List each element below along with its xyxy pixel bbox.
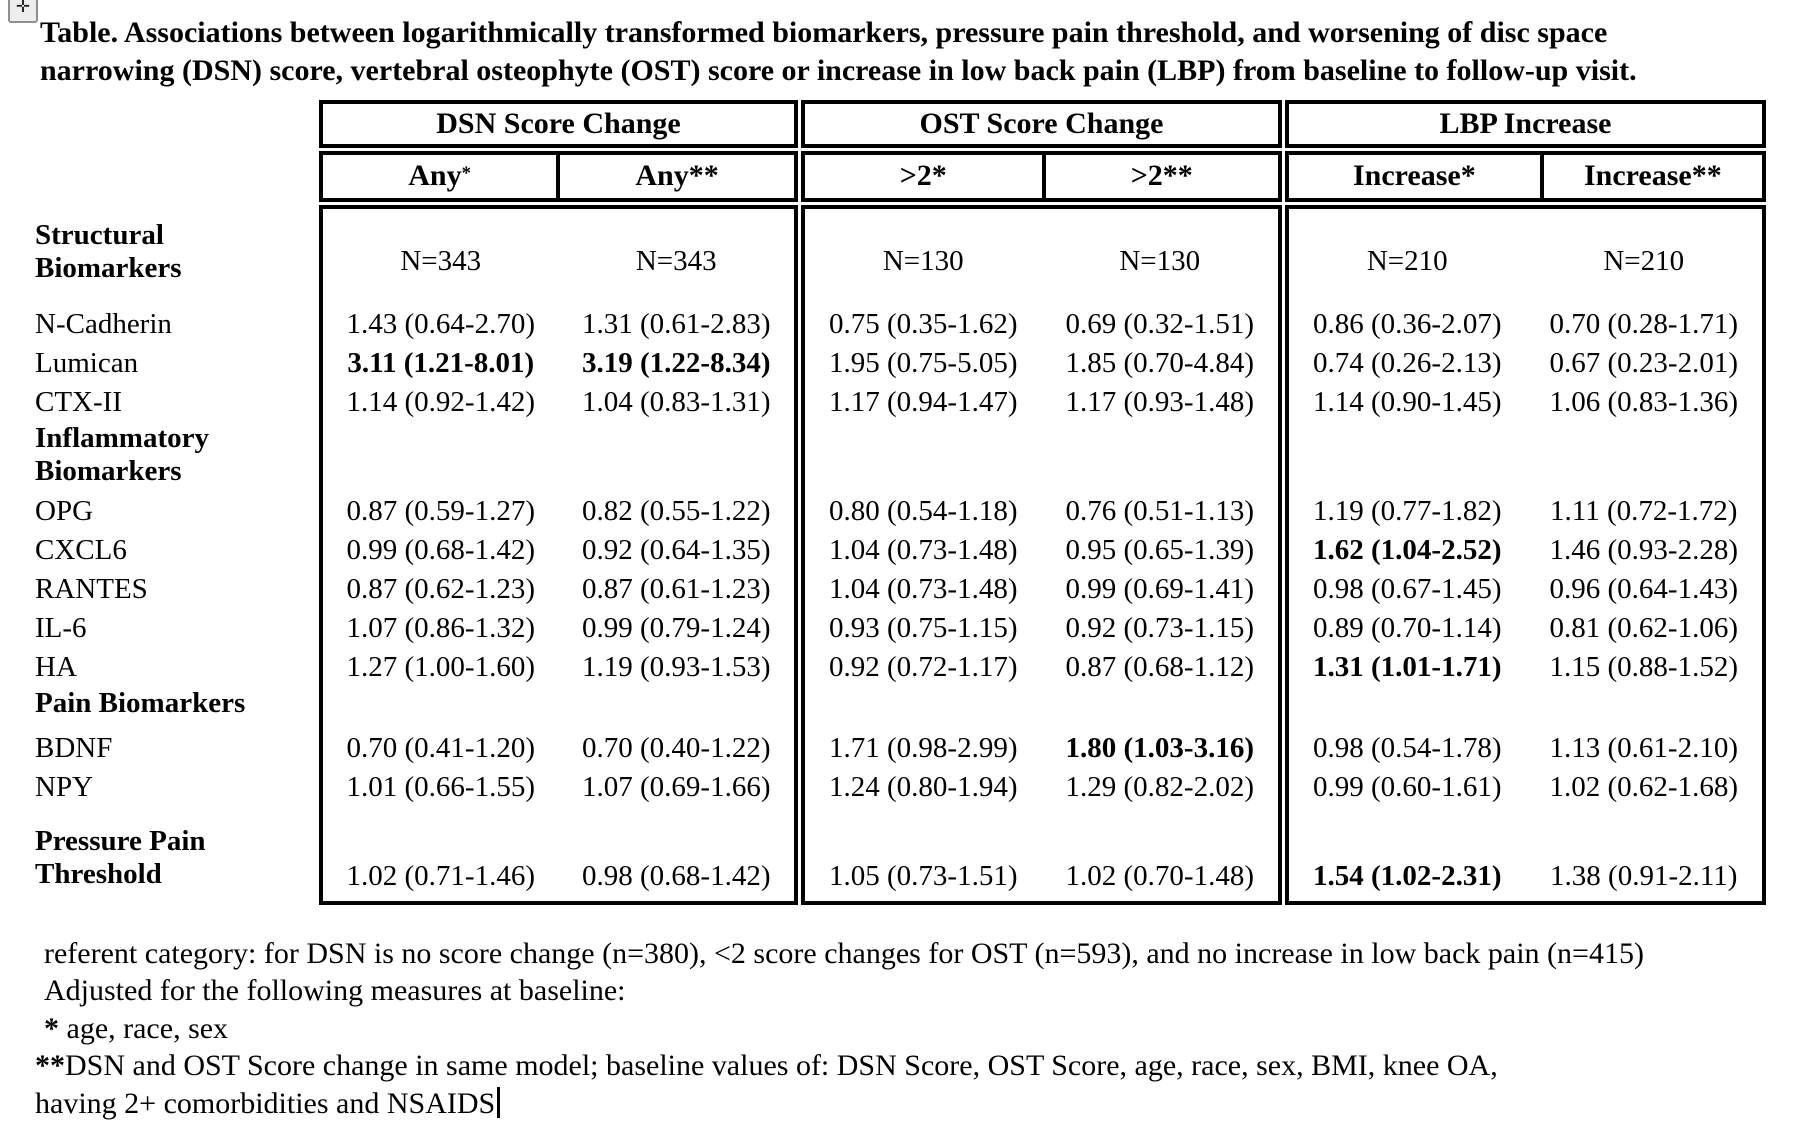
sub-header-row	[319, 151, 1794, 202]
table-caption	[40, 14, 1794, 90]
table-cell: 0.86 (0.36-2.07)	[1313, 307, 1502, 340]
table-cell: 1.80 (1.03-3.16)	[1065, 731, 1254, 764]
row-label: RANTES	[35, 572, 148, 605]
row-label: CXCL6	[35, 533, 127, 566]
table-cell: 1.43 (0.64-2.70)	[346, 307, 535, 340]
table-row	[323, 807, 794, 893]
table-cell: 0.98 (0.54-1.78)	[1313, 731, 1502, 764]
table-cell: 1.17 (0.94-1.47)	[829, 385, 1018, 418]
table-body	[35, 205, 1794, 905]
table-cell: 1.13 (0.61-2.10)	[1549, 731, 1738, 764]
table-row	[1289, 687, 1762, 729]
sub-header-group-lbp	[1285, 151, 1766, 202]
table-row	[1289, 383, 1762, 422]
table-cell: 1.71 (0.98-2.99)	[829, 731, 1018, 764]
four-way-arrow-icon: ✛	[15, 0, 31, 16]
table-cell: 0.80 (0.54-1.18)	[829, 494, 1018, 527]
table-move-handle-icon[interactable]	[8, 0, 38, 23]
table-cell: 0.87 (0.68-1.12)	[1065, 650, 1254, 683]
table-cell: 1.17 (0.93-1.48)	[1065, 385, 1254, 418]
table-cell: 1.19 (0.77-1.82)	[1313, 494, 1502, 527]
table-cell: 0.99 (0.69-1.41)	[1065, 572, 1254, 605]
table-row	[323, 729, 794, 768]
column-header-any-2	[556, 155, 794, 198]
table-row	[805, 344, 1278, 383]
row-label: Pressure Pain Threshold	[35, 824, 206, 890]
table-row	[323, 687, 794, 729]
table-row	[805, 383, 1278, 422]
row-label: Lumican	[35, 346, 139, 379]
column-header-text: >2*	[899, 159, 947, 193]
sub-header-group-ost	[801, 151, 1282, 202]
row-label: Inflammatory Biomarkers	[35, 421, 209, 487]
table-cell: 0.81 (0.62-1.06)	[1549, 611, 1738, 644]
table-row	[1289, 305, 1762, 344]
table-cell: 1.29 (0.82-2.02)	[1065, 770, 1254, 803]
table-cell: 0.82 (0.55-1.22)	[582, 494, 771, 527]
table-cell: N=210	[1603, 245, 1685, 278]
row-label: BDNF	[35, 731, 113, 764]
text-cursor-caret	[497, 1087, 500, 1118]
row-label-column	[35, 205, 319, 905]
table-cell: 1.24 (0.80-1.94)	[829, 770, 1018, 803]
table-cell: 1.11 (0.72-1.72)	[1550, 494, 1738, 527]
footnote-referent: referent category: for DSN is no score change (n=380), <2 score changes for OST (n=593), and no increase in low back pain (n=415)	[44, 936, 1644, 970]
table-cell: N=130	[1119, 245, 1201, 278]
table-caption-line2: narrowing (DSN) score, vertebral osteophyte (OST) score or increase in low back pain (LBP) from baseline to follow-up visit.	[40, 53, 1637, 87]
table-row	[323, 768, 794, 807]
table-row	[323, 570, 794, 609]
table-cell: 0.67 (0.23-2.01)	[1549, 346, 1738, 379]
table-row	[323, 492, 794, 531]
table-row	[1289, 729, 1762, 768]
row-label: NPY	[35, 770, 94, 803]
table-cell: 1.14 (0.90-1.45)	[1313, 385, 1502, 418]
footnote-double-asterisk	[35, 1047, 1580, 1122]
column-header-any-1: Any *	[408, 159, 471, 193]
column-header-text: Any**	[635, 159, 719, 193]
table-cell: N=343	[635, 245, 717, 278]
table-row	[805, 492, 1278, 531]
table-cell: 1.02 (0.62-1.68)	[1549, 770, 1738, 803]
table-row	[323, 383, 794, 422]
footnotes	[35, 935, 1794, 1122]
table-row	[323, 219, 794, 305]
footnote-text: DSN and OST Score change in same model; baseline values of: DSN Score, OST Score, age, race, sex, BMI, knee OA, having 2+ comorbidities and NSAIDS	[35, 1049, 1498, 1120]
table-row	[805, 768, 1278, 807]
table-cell: 1.85 (0.70-4.84)	[1065, 346, 1254, 379]
table-row	[1289, 768, 1762, 807]
table-row	[1289, 807, 1762, 893]
table-cell: 0.92 (0.72-1.17)	[829, 650, 1018, 683]
table-cell: 1.07 (0.86-1.32)	[346, 611, 535, 644]
table-row	[323, 422, 794, 492]
sub-header-group-dsn	[319, 151, 798, 202]
table-cell: N=343	[400, 245, 482, 278]
table-cell: 3.19 (1.22-8.34)	[582, 346, 771, 379]
table-cell: 1.05 (0.73-1.51)	[829, 859, 1018, 892]
footnote-marker: **	[35, 1049, 65, 1083]
table-cell: 0.92 (0.73-1.15)	[1065, 611, 1254, 644]
table-row	[805, 807, 1278, 893]
table-cell: 1.95 (0.75-5.05)	[829, 346, 1018, 379]
table-row	[805, 648, 1278, 687]
table-row	[1289, 570, 1762, 609]
table-cell: 0.70 (0.40-1.22)	[582, 731, 771, 764]
table-cell: 1.46 (0.93-2.28)	[1549, 533, 1738, 566]
table-cell: 1.19 (0.93-1.53)	[582, 650, 771, 683]
row-label: HA	[35, 650, 77, 683]
table-cell: 1.04 (0.73-1.48)	[829, 572, 1018, 605]
table-cell: 0.76 (0.51-1.13)	[1065, 494, 1254, 527]
table-cell: 0.95 (0.65-1.39)	[1065, 533, 1254, 566]
column-header-gt2-2	[1042, 155, 1279, 198]
table-row	[805, 570, 1278, 609]
table-cell: 1.31 (1.01-1.71)	[1313, 650, 1502, 683]
table-cell: 0.87 (0.61-1.23)	[582, 572, 771, 605]
table-cell: 0.98 (0.67-1.45)	[1313, 572, 1502, 605]
table-row	[805, 609, 1278, 648]
table-cell: 0.74 (0.26-2.13)	[1313, 346, 1502, 379]
column-header-text: Increase**	[1583, 159, 1722, 193]
table-cell: 1.38 (0.91-2.11)	[1550, 859, 1738, 892]
table-cell: 1.62 (1.04-2.52)	[1313, 533, 1502, 566]
table-row	[323, 344, 794, 383]
row-label: Pain Biomarkers	[35, 686, 246, 719]
table-cell: 1.02 (0.70-1.48)	[1065, 859, 1254, 892]
data-group-dsn	[319, 205, 798, 905]
table-cell: 0.98 (0.68-1.42)	[582, 859, 771, 892]
table-cell: 0.89 (0.70-1.14)	[1313, 611, 1502, 644]
row-label: Structural Biomarkers	[35, 218, 182, 284]
table-cell: 1.04 (0.83-1.31)	[582, 385, 771, 418]
table-cell: 1.06 (0.83-1.36)	[1549, 385, 1738, 418]
table-row	[805, 219, 1278, 305]
row-label: IL-6	[35, 611, 87, 644]
table-cell: 1.31 (0.61-2.83)	[582, 307, 771, 340]
results-table	[35, 100, 1794, 905]
table-cell: 0.75 (0.35-1.62)	[829, 307, 1018, 340]
table-row	[1289, 492, 1762, 531]
table-row	[805, 305, 1278, 344]
table-cell: 0.92 (0.64-1.35)	[582, 533, 771, 566]
table-cell: 1.07 (0.69-1.66)	[582, 770, 771, 803]
column-header-text: >2**	[1130, 159, 1193, 193]
table-row	[805, 729, 1278, 768]
footnote-single-asterisk	[35, 1010, 1794, 1048]
table-row	[323, 609, 794, 648]
footnote-marker: *	[44, 1011, 59, 1045]
column-header-increase-1	[1289, 155, 1540, 198]
group-header-ost: OST Score Change	[801, 100, 1282, 148]
table-row	[323, 531, 794, 570]
table-row	[1289, 422, 1762, 492]
table-cell: 0.99 (0.68-1.42)	[346, 533, 535, 566]
table-row	[805, 687, 1278, 729]
table-cell: 0.93 (0.75-1.15)	[829, 611, 1018, 644]
data-group-lbp	[1285, 205, 1766, 905]
table-cell: 1.27 (1.00-1.60)	[346, 650, 535, 683]
table-row	[323, 648, 794, 687]
table-row	[1289, 648, 1762, 687]
table-cell: 1.14 (0.92-1.42)	[346, 385, 535, 418]
table-cell: 0.99 (0.79-1.24)	[582, 611, 771, 644]
table-cell: 1.04 (0.73-1.48)	[829, 533, 1018, 566]
table-cell: N=130	[882, 245, 964, 278]
table-row	[805, 531, 1278, 570]
table-caption-line1: Table. Associations between logarithmically transformed biomarkers, pressure pain threshold, and worsening of disc space	[40, 16, 1608, 49]
table-cell: 0.70 (0.41-1.20)	[346, 731, 535, 764]
table-cell: 0.96 (0.64-1.43)	[1549, 572, 1738, 605]
group-header-lbp: LBP Increase	[1285, 100, 1766, 148]
column-header-gt2-1	[805, 155, 1042, 198]
table-row	[1289, 344, 1762, 383]
group-header-row	[319, 100, 1794, 148]
row-label: CTX-II	[35, 385, 122, 418]
row-label: OPG	[35, 494, 94, 527]
table-cell: 0.70 (0.28-1.71)	[1549, 307, 1738, 340]
data-group-ost	[801, 205, 1282, 905]
column-header-text: Any	[408, 159, 462, 193]
table-row	[323, 305, 794, 344]
table-row	[1289, 219, 1762, 305]
table-cell: 0.69 (0.32-1.51)	[1065, 307, 1254, 340]
table-cell: 0.87 (0.59-1.27)	[346, 494, 535, 527]
table-row	[1289, 609, 1762, 648]
row-label: N-Cadherin	[35, 307, 172, 340]
table-cell: 0.87 (0.62-1.23)	[346, 572, 535, 605]
table-cell: 1.02 (0.71-1.46)	[346, 859, 535, 892]
table-cell: 0.99 (0.60-1.61)	[1313, 770, 1502, 803]
table-cell: 1.15 (0.88-1.52)	[1549, 650, 1738, 683]
table-cell: N=210	[1366, 245, 1448, 278]
table-cell: 3.11 (1.21-8.01)	[347, 346, 535, 379]
column-header-increase-2	[1540, 155, 1762, 198]
footnote-adjusted: Adjusted for the following measures at baseline:	[44, 974, 626, 1008]
table-cell: 1.54 (1.02-2.31)	[1313, 859, 1502, 892]
footnote-text: age, race, sex	[59, 1011, 229, 1045]
group-header-dsn: DSN Score Change	[319, 100, 798, 148]
table-cell: 1.01 (0.66-1.55)	[346, 770, 535, 803]
table-row	[805, 422, 1278, 492]
column-header-text: Increase*	[1352, 159, 1476, 193]
table-row	[1289, 531, 1762, 570]
